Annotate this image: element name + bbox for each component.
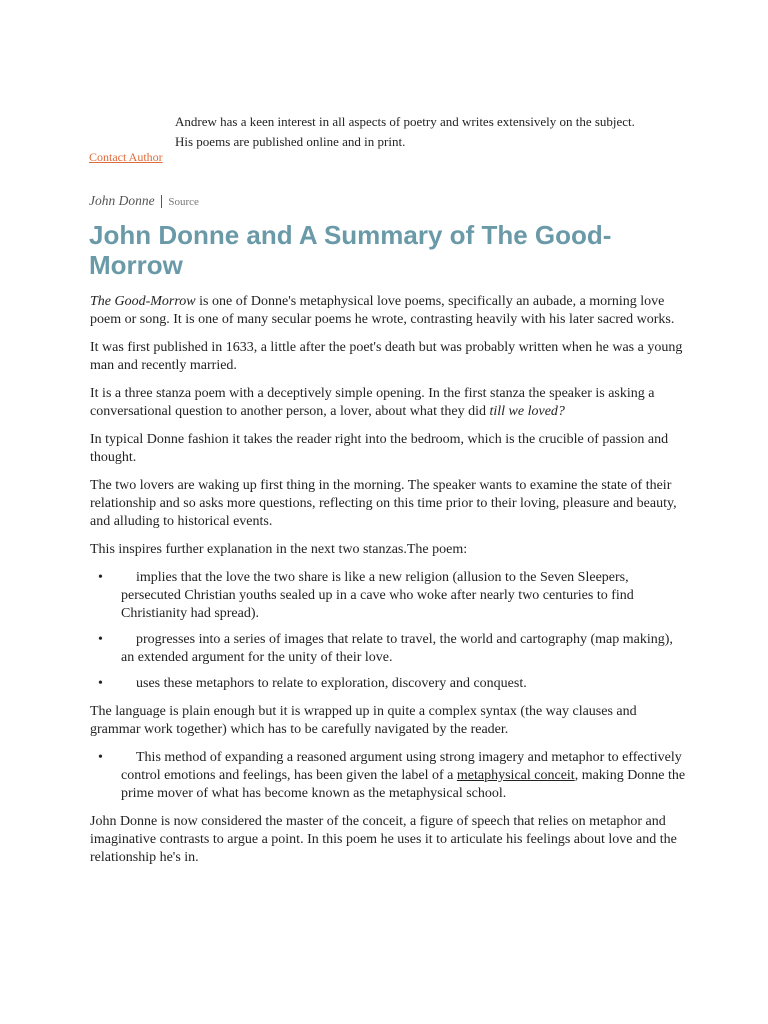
bullet-list xyxy=(90,569,688,693)
paragraph-text: is one of Donne's metaphysical love poems, specifically an aubade, a morning love poem or song. It is one of many secular poems he wrote, contrasting heavily with his later sacred works. xyxy=(90,294,675,327)
image-caption xyxy=(89,193,199,210)
bullet-icon: • xyxy=(98,632,103,647)
author-bio-line: His poems are published online and in print. xyxy=(175,134,406,149)
list-item-text: implies that the love the two share is like a new religion (allusion to the Seven Sleepers, persecuted Christian youths sealed up in a cave who woke after nearly two centuries to find Christianity had spread). xyxy=(121,570,634,621)
paragraph-text: It is a three stanza poem with a deceptively simple opening. In the first stanza the speaker is asking a conversational question to another person, a lover, about what they did xyxy=(90,386,655,419)
metaphysical-conceit-link[interactable]: metaphysical conceit xyxy=(456,768,575,783)
article-body xyxy=(90,293,688,877)
bullet-icon: • xyxy=(98,570,103,585)
contact-author-link[interactable]: Contact Author xyxy=(89,150,163,164)
caption-separator: | xyxy=(159,193,163,209)
paragraph: John Donne is now considered the master of the conceit, a figure of speech that relies on metaphor and imaginative contrasts to argue a point. In this poem he uses it to articulate his feelings about love and the relationship he's in. xyxy=(90,814,677,865)
paragraph: In typical Donne fashion it takes the reader right into the bedroom, which is the crucible of passion and thought. xyxy=(90,432,669,465)
list-item xyxy=(90,569,688,623)
list-item-text: uses these metaphors to relate to exploration, discovery and conquest. xyxy=(136,676,527,691)
author-bio-line: Andrew has a keen interest in all aspects of poetry and writes extensively on the subject. xyxy=(175,114,635,129)
list-item-text-part: This method of expanding a reasoned argument using strong imagery and metaphor to effectively control emotions and feelings, has been given the label of a xyxy=(121,750,682,783)
article-title: John Donne and A Summary of The Good-Morrow xyxy=(89,220,612,280)
paragraph xyxy=(90,385,688,421)
paragraph xyxy=(90,293,688,329)
list-item-text: progresses into a series of images that relate to travel, the world and cartography (map making), an extended argument for the unity of their love. xyxy=(121,632,673,665)
list-item xyxy=(90,675,688,693)
bullet-list xyxy=(90,749,688,803)
caption-name: John Donne xyxy=(89,193,155,208)
quote: till we loved? xyxy=(489,404,565,419)
paragraph: This inspires further explanation in the next two stanzas.The poem: xyxy=(90,542,468,557)
list-item xyxy=(90,631,688,667)
poem-title: The Good-Morrow xyxy=(90,294,196,309)
source-link[interactable]: Source xyxy=(168,196,199,208)
list-item xyxy=(90,749,688,803)
paragraph: The language is plain enough but it is wrapped up in quite a complex syntax (the way clauses and grammar work together) which has to be carefully navigated by the reader. xyxy=(90,704,637,737)
paragraph: It was first published in 1633, a little after the poet's death but was probably written when he was a young man and recently married. xyxy=(90,340,683,373)
list-item-text xyxy=(121,749,688,803)
bullet-icon: • xyxy=(98,750,103,765)
paragraph: The two lovers are waking up first thing in the morning. The speaker wants to examine the state of their relationship and so asks more questions, reflecting on this time prior to their loving, pleasure and beauty, and alluding to historical events. xyxy=(90,478,677,529)
list-item-text-part: , making Donne the prime mover of what has become known as the metaphysical school. xyxy=(121,768,686,801)
author-bio xyxy=(175,112,695,152)
bullet-icon: • xyxy=(98,676,103,691)
